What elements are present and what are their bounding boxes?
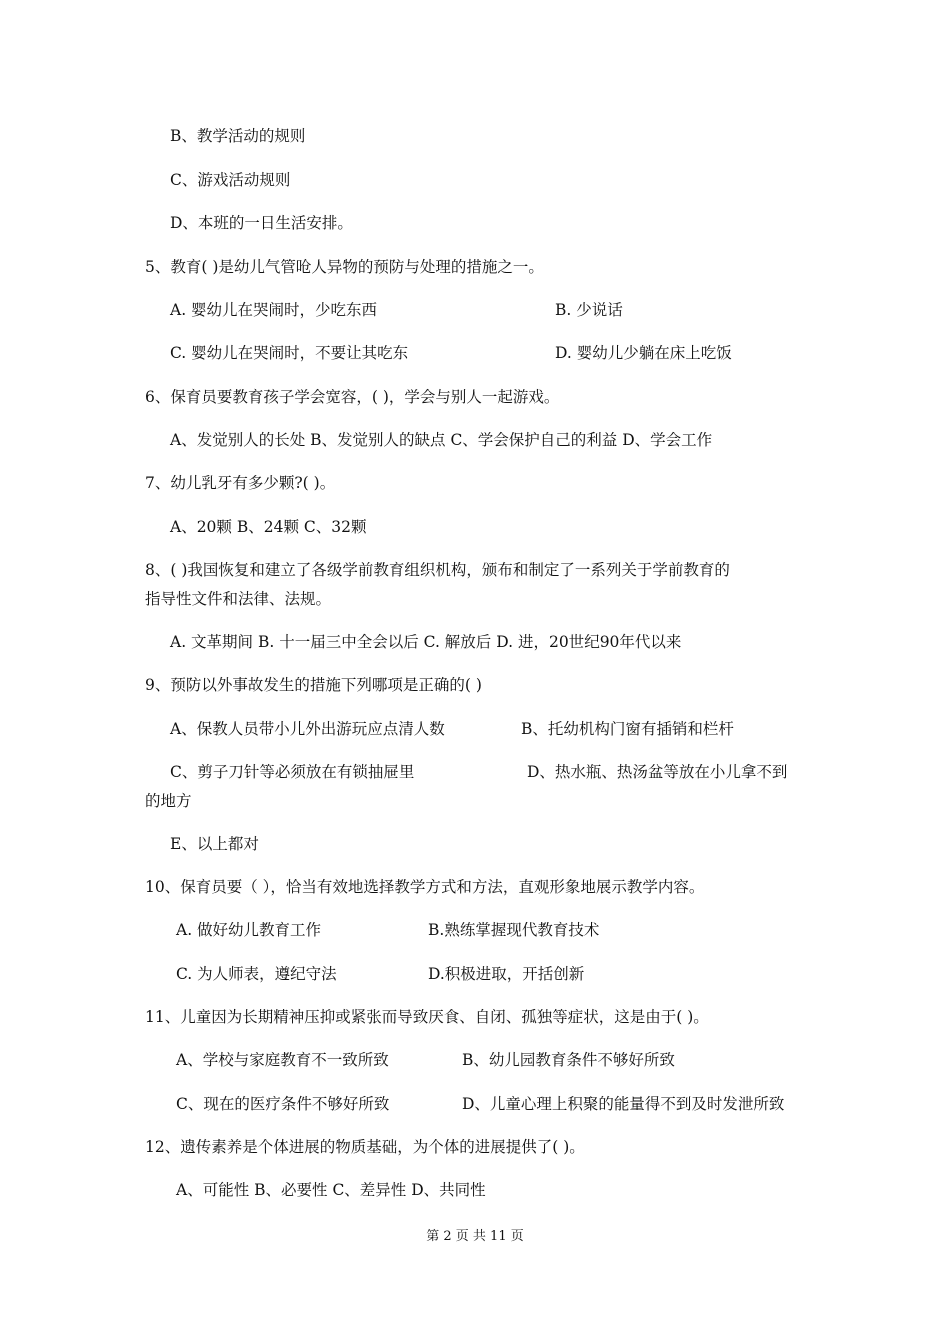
option-11a: A、学校与家庭教育不一致所致 [176,1051,389,1069]
option-5c: C. 婴幼儿在哭闹时，不要让其吃东 [170,344,409,362]
option-10d: D.积极进取，开括创新 [428,965,585,983]
question-12: 12、遗传素养是个体进展的物质基础，为个体的进展提供了( )。 [145,1138,585,1156]
question-10: 10、保育员要（ ），恰当有效地选择教学方式和方法，直观形象地展示教学内容。 [145,878,705,896]
option-4c: C、游戏活动规则 [170,171,291,189]
options-7: A、20颗 B、24颗 C、32颗 [170,518,367,536]
option-11b: B、幼儿园教育条件不够好所致 [462,1051,675,1069]
option-9e: E、以上都对 [170,835,259,853]
option-4d: D、本班的一日生活安排。 [170,214,353,232]
option-10c: C. 为人师表，遵纪守法 [176,965,337,983]
option-9d: D、热水瓶、热汤盆等放在小儿拿不到 [527,763,788,781]
question-9: 9、预防以外事故发生的措施下列哪项是正确的( ) [145,676,482,694]
question-11: 11、儿童因为长期精神压抑或紧张而导致厌食、自闭、孤独等症状，这是由于( )。 [145,1008,709,1026]
question-6: 6、保育员要教育孩子学会宽容，( )，学会与别人一起游戏。 [145,388,560,406]
options-12: A、可能性 B、必要性 C、差异性 D、共同性 [176,1181,486,1199]
option-9c: C、剪子刀针等必须放在有锁抽屉里 [170,763,415,781]
options-8: A. 文革期间 B. 十一届三中全会以后 C. 解放后 D. 进，20世纪90年代以来 [170,633,682,651]
option-11d: D、儿童心理上积聚的能量得不到及时发泄所致 [462,1095,785,1113]
option-5a: A. 婴幼儿在哭闹时，少吃东西 [170,301,378,319]
option-10b: B.熟练掌握现代教育技术 [428,921,600,939]
question-8: 8、( )我国恢复和建立了各级学前教育组织机构，颁布和制定了一系列关于学前教育的 [145,561,730,579]
option-5d: D. 婴幼儿少躺在床上吃饭 [555,344,732,362]
option-9d-cont: 的地方 [145,792,192,810]
question-5: 5、教育( )是幼儿气管呛人异物的预防与处理的措施之一。 [145,258,544,276]
option-9b: B、托幼机构门窗有插销和栏杆 [521,720,734,738]
question-8-cont: 指导性文件和法律、法规。 [145,590,332,608]
options-6: A、发觉别人的长处 B、发觉别人的缺点 C、学会保护自己的利益 D、学会工作 [170,431,713,449]
option-4b: B、教学活动的规则 [170,127,306,145]
option-5b: B. 少说话 [555,301,623,319]
option-9a: A、保教人员带小儿外出游玩应点清人数 [170,720,445,738]
page-footer: 第 2 页 共 11 页 [426,1229,524,1244]
option-11c: C、现在的医疗条件不够好所致 [176,1095,390,1113]
option-10a: A. 做好幼儿教育工作 [176,921,322,939]
question-7: 7、幼儿乳牙有多少颗?( )。 [145,474,336,492]
